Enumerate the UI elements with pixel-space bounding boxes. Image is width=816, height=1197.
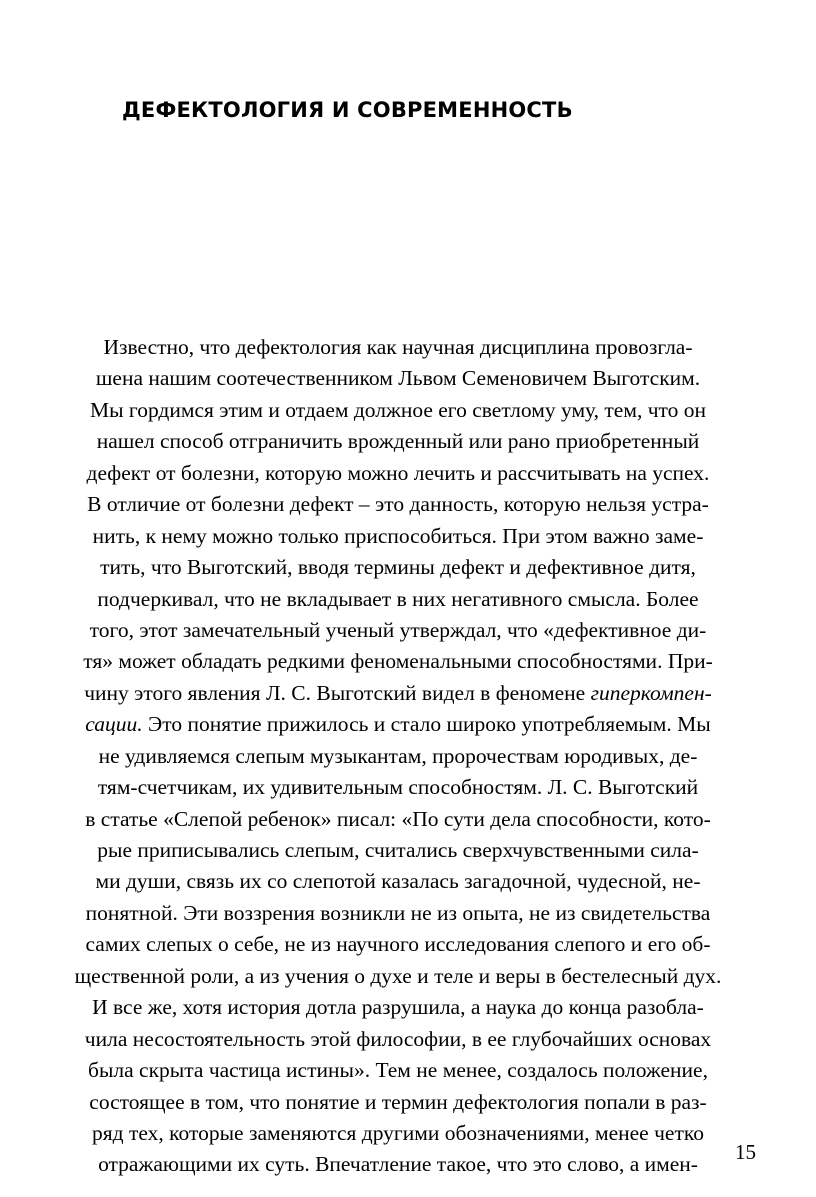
- text-line: тям-счетчикам, их удивительным способностям. Л. С. Выготский: [97, 775, 699, 800]
- italic-term: сации.: [85, 712, 143, 737]
- text-line: была скрыта частица истины». Тем не менее, создалось положение,: [88, 1058, 708, 1083]
- text-line: дефект от болезни, которую можно лечить и рассчитывать на успех.: [86, 460, 710, 485]
- text-line: отражающими их суть. Впечатление такое, что это слово, а имен-: [98, 1152, 698, 1177]
- text-line: Мы гордимся этим и отдаем должное его светлому уму, тем, что он: [89, 397, 707, 422]
- text-line: И все же, хотя история дотла разрушила, а наука до конца разобла-: [92, 995, 704, 1020]
- text-line: тить, что Выготский, вводя термины дефект и дефективное дитя,: [100, 555, 696, 580]
- text-line: Известно, что дефектология как научная дисциплина провозгла-: [103, 335, 693, 359]
- text-line: чила несостоятельность этой философии, в ее глубочайших основах: [84, 1026, 712, 1051]
- text-line: щественной роли, а из учения о духе и теле и веры в бестелесный дух.: [74, 963, 722, 988]
- text-line: ряд тех, которые заменяются другими обозначениями, менее четко: [92, 1120, 704, 1145]
- text-line: тя» может обладать редкими феноменальными способностями. При-: [83, 649, 713, 674]
- text-line: самих слепых о себе, не из научного исследования слепого и его об-: [85, 932, 711, 957]
- body-paragraph: [32, 332, 764, 1181]
- text-line: рые приписывались слепым, считались сверхчувственными сила-: [97, 838, 699, 862]
- text-line: подчеркивал, что не вкладывает в них негативного смысла. Более: [97, 586, 699, 611]
- italic-term: гиперкомпен-: [590, 680, 712, 705]
- text-line: чину этого явления Л. С. Выготский видел в феномене гиперкомпен-: [84, 680, 712, 705]
- text-line: сации. Это понятие прижилось и стало широко употребляемым. Мы: [85, 712, 711, 737]
- text-line: в статье «Слепой ребенок» писал: «По сути дела способности, кото-: [85, 806, 711, 831]
- text-line: понятной. Эти воззрения возникли не из опыта, не из свидетельства: [85, 900, 711, 925]
- text-line: нить, к нему можно только приспособиться. При этом важно заме-: [92, 523, 704, 548]
- page-number: 15: [735, 1140, 756, 1164]
- text-line: ми души, связь их со слепотой казалась загадочной, чудесной, не-: [95, 869, 701, 894]
- text-line: В отличие от болезни дефект – это данность, которую нельзя устра-: [87, 492, 709, 517]
- chapter-heading: ДЕФЕКТОЛОГИЯ И СОВРЕМЕННОСТЬ: [122, 98, 573, 122]
- text-line: состоящее в том, что понятие и термин дефектология попали в раз-: [89, 1089, 707, 1114]
- text-line: не удивляемся слепым музыкантам, пророчествам юродивых, де-: [98, 743, 698, 768]
- text-line: нашел способ отграничить врожденный или рано приобретенный: [96, 429, 700, 454]
- text-line: того, этот замечательный ученый утверждал, что «дефективное ди-: [89, 617, 707, 642]
- text-line: шена нашим соотечественником Львом Семеновичем Выготским.: [95, 366, 701, 391]
